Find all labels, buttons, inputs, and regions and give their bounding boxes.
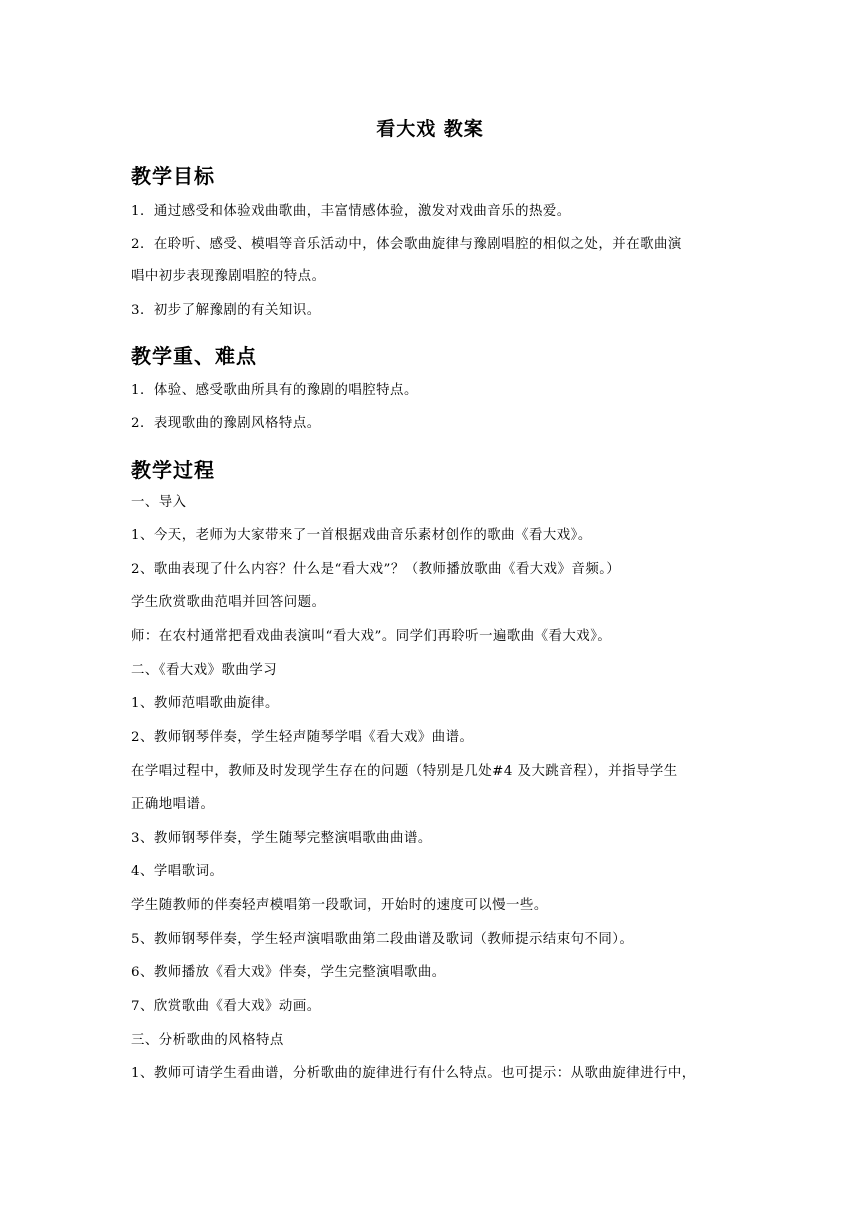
process-line-7: 1、教师范唱歌曲旋律。 <box>131 696 279 711</box>
key-points-line-1: 1．体验、感受歌曲所具有的豫剧的唱腔特点。 <box>131 383 418 398</box>
process-line-13: 学生随教师的伴奏轻声模唱第一段歌词，开始时的速度可以慢一些。 <box>131 898 548 913</box>
process-line-9: 在学唱过程中，教师及时发现学生存在的问题（特别是几处#4 及大跳音程），并指导学生 <box>131 764 678 779</box>
section-heading-process: 教学过程 <box>131 458 215 482</box>
key-points-line-2: 2．表现歌曲的豫剧风格特点。 <box>131 416 321 431</box>
process-line-5: 师：在农村通常把看戏曲表演叫“看大戏”。同学们再聆听一遍歌曲《看大戏》。 <box>131 629 612 644</box>
process-line-14: 5、教师钢琴伴奏，学生轻声演唱歌曲第二段曲谱及歌词（教师提示结束句不同）。 <box>131 932 634 947</box>
goals-line-3: 唱中初步表现豫剧唱腔的特点。 <box>131 269 326 284</box>
goals-line-4: 3．初步了解豫剧的有关知识。 <box>131 303 321 318</box>
process-line-12: 4、学唱歌词。 <box>131 864 224 879</box>
document-title: 看大戏 教案 <box>376 118 484 140</box>
process-line-16: 7、欣赏歌曲《看大戏》动画。 <box>131 999 321 1014</box>
process-line-10: 正确地唱谱。 <box>131 797 215 812</box>
process-line-1: 一、导入 <box>131 495 187 510</box>
process-line-6: 二、《看大戏》歌曲学习 <box>131 663 278 678</box>
process-line-15: 6、教师播放《看大戏》伴奏，学生完整演唱歌曲。 <box>131 965 446 980</box>
process-line-8: 2、教师钢琴伴奏，学生轻声随琴学唱《看大戏》曲谱。 <box>131 730 474 745</box>
process-line-18: 1、教师可请学生看曲谱，分析歌曲的旋律进行有什么特点。也可提示：从歌曲旋律进行中， <box>131 1066 696 1081</box>
process-line-11: 3、教师钢琴伴奏，学生随琴完整演唱歌曲曲谱。 <box>131 831 432 846</box>
goals-line-2: 2．在聆听、感受、模唱等音乐活动中，体会歌曲旋律与豫剧唱腔的相似之处，并在歌曲演 <box>131 237 682 252</box>
process-line-2: 1、今天，老师为大家带来了一首根据戏曲音乐素材创作的歌曲《看大戏》。 <box>131 528 592 543</box>
goals-line-1: 1．通过感受和体验戏曲歌曲，丰富情感体验，激发对戏曲音乐的热爱。 <box>131 204 571 219</box>
section-heading-key-points: 教学重、难点 <box>131 344 257 368</box>
process-line-17: 三、分析歌曲的风格特点 <box>131 1033 284 1048</box>
process-line-4: 学生欣赏歌曲范唱并回答问题。 <box>131 595 326 610</box>
section-heading-goals: 教学目标 <box>131 164 215 188</box>
process-line-3: 2、歌曲表现了什么内容？什么是“看大戏”？（教师播放歌曲《看大戏》音频。） <box>131 562 621 577</box>
